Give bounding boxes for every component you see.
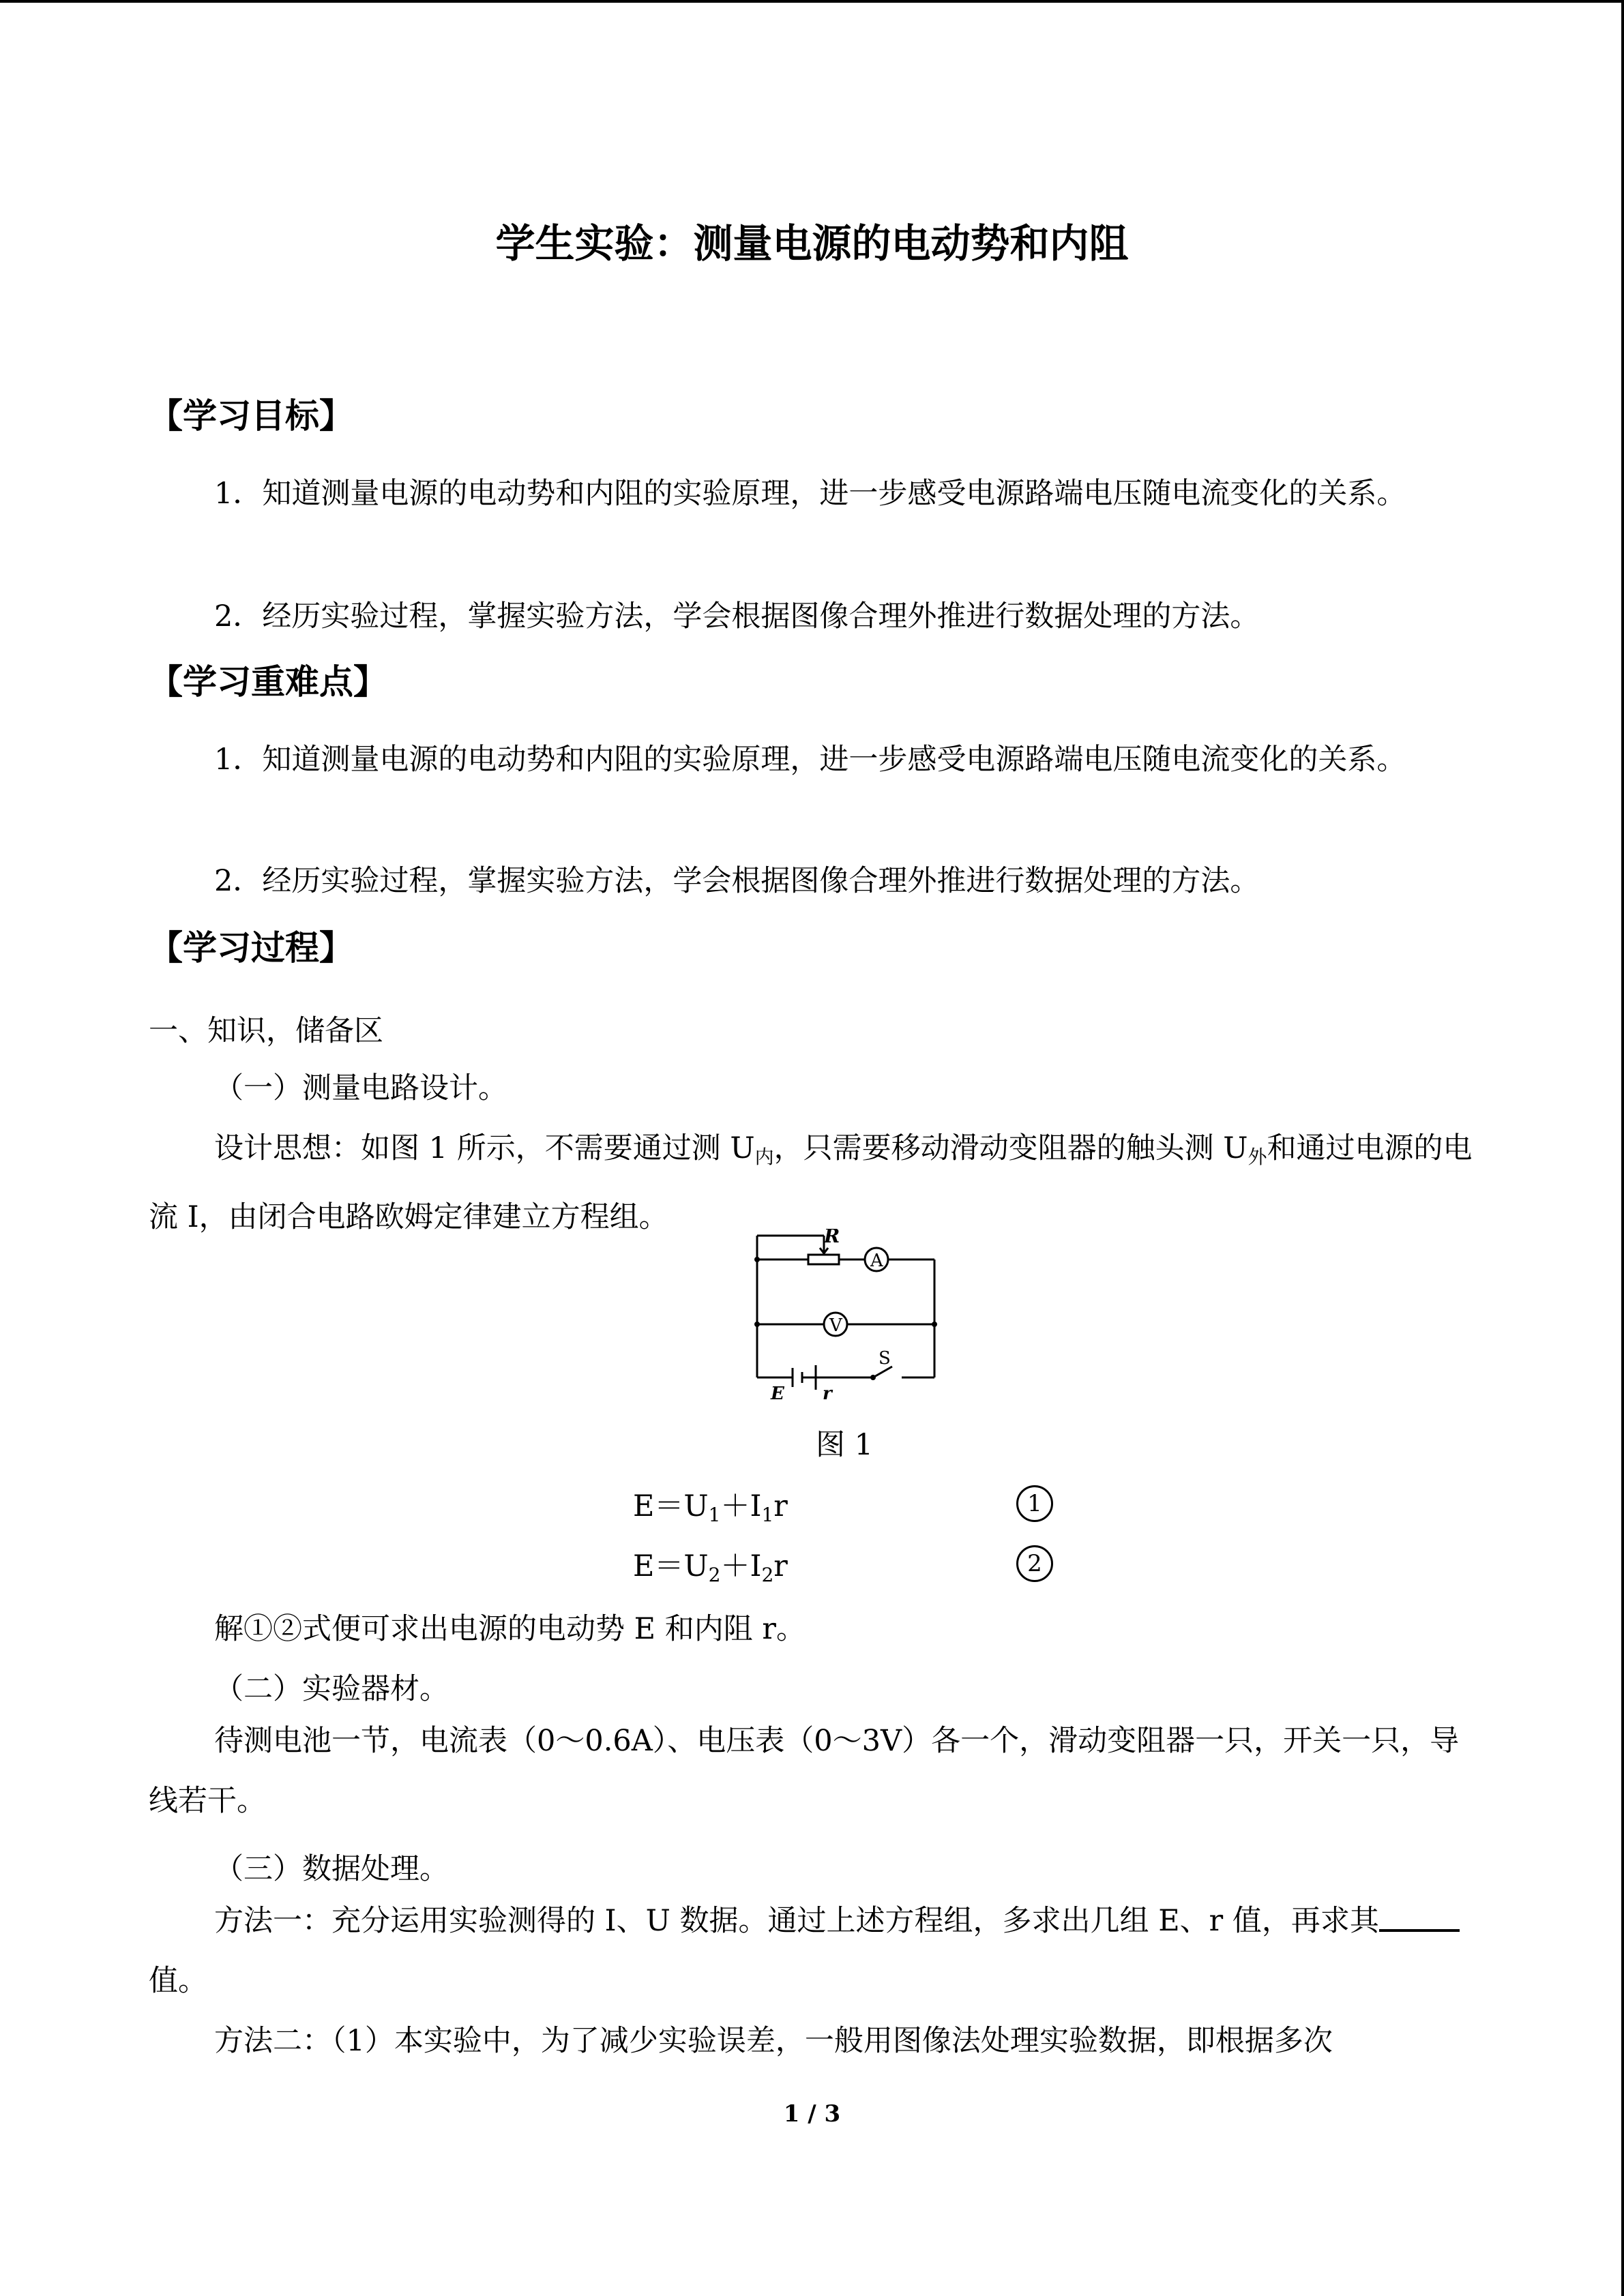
equation-2: $E=U_2+I_2r$: [633, 1549, 788, 1586]
label-r: r: [823, 1384, 832, 1404]
page-title: 学生实验：测量电源的电动势和内阻: [495, 220, 1129, 267]
solve-text: 解①②式便可求出电源的电动势 E 和内阻 r。: [214, 1612, 806, 1646]
junction-top-left: [754, 1257, 760, 1262]
label-A: A: [870, 1251, 883, 1271]
key-point-item-1: 1．知道测量电源的电动势和内阻的实验原理，进一步感受电源路端电压随电流变化的关系。: [214, 743, 1406, 777]
method-1-text: 方法一：充分运用实验测得的 I、U 数据。通过上述方程组，多求出几组 E、r 值，再求其值。: [149, 1891, 1475, 2011]
part-heading-knowledge: 一、知识，储备区: [149, 1014, 383, 1048]
equipment-text: 待测电池一节，电流表（0～0.6A）、电压表（0～3V）各一个，滑动变阻器一只，开关一只，导线若干。: [149, 1724, 1460, 1818]
design-text-1: 设计思想：如图 1 所示，不需要通过测 U: [214, 1131, 755, 1165]
label-E: E: [771, 1384, 784, 1404]
junction-left: [754, 1322, 760, 1327]
subscript-wai: 外: [1247, 1146, 1267, 1168]
switch-pivot: [870, 1375, 876, 1380]
design-text-2: ，只需要移动滑动变阻器的触头测 U: [773, 1131, 1248, 1165]
subheading-equipment: （二）实验器材。: [214, 1672, 449, 1706]
rheostat-body: [808, 1255, 839, 1264]
subheading-data-processing: （三）数据处理。: [214, 1852, 449, 1886]
design-paragraph: [149, 1118, 1475, 1247]
junction-right: [932, 1322, 937, 1327]
label-V: V: [829, 1315, 842, 1336]
equation-number-1: 1: [1016, 1485, 1053, 1522]
equation-number-2: 2: [1016, 1545, 1053, 1582]
equation-1: $E=U_1+I_1r$: [633, 1489, 788, 1526]
section-heading-process: 【学习过程】: [149, 928, 353, 968]
label-S: S: [879, 1348, 891, 1369]
method-2-text: 方法二：（1）本实验中，为了减少实验误差，一般用图像法处理实验数据，即根据多次: [214, 2024, 1333, 2058]
key-point-item-2: 2．经历实验过程，掌握实验方法，学会根据图像合理外推进行数据处理的方法。: [214, 864, 1260, 898]
figure-caption: 图 1: [816, 1428, 874, 1462]
section-heading-goals: 【学习目标】: [149, 396, 353, 436]
subscript-nei: 内: [754, 1146, 774, 1168]
label-R: R: [824, 1229, 840, 1247]
goal-item-2: 2．经历实验过程，掌握实验方法，学会根据图像合理外推进行数据处理的方法。: [214, 599, 1260, 633]
section-heading-key-points: 【学习重难点】: [149, 662, 387, 702]
goal-item-1: 1．知道测量电源的电动势和内阻的实验原理，进一步感受电源路端电压随电流变化的关系。: [214, 477, 1406, 511]
fill-in-blank[interactable]: [1379, 1905, 1460, 1932]
page-number: 1 / 3: [783, 2100, 841, 2128]
subheading-circuit-design: （一）测量电路设计。: [214, 1071, 507, 1105]
design-text-3: 和通过电源的电流 I，由闭合电路欧姆定律建立方程组。: [149, 1131, 1473, 1234]
circuit-diagram: [743, 1229, 948, 1406]
